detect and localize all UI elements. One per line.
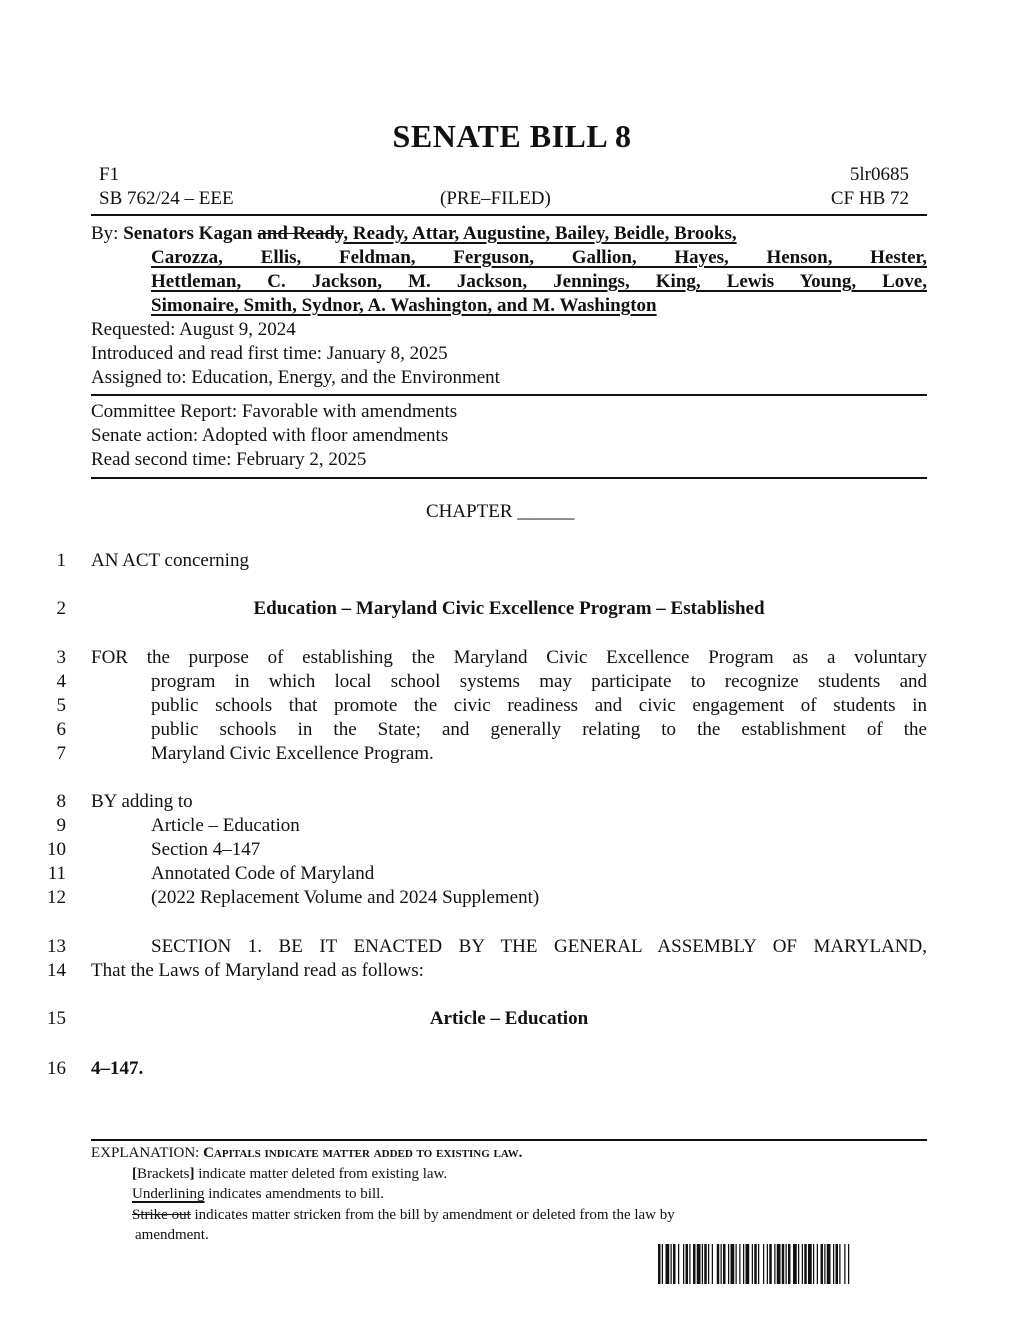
- barcode-bar: [689, 1244, 690, 1284]
- assigned-committee: Assigned to: Education, Energy, and the Environment: [91, 367, 500, 388]
- barcode-bar: [777, 1244, 781, 1284]
- sponsors-line-1: [91, 223, 737, 245]
- enacting-clause-1: SECTION 1. BE IT ENACTED BY THE GENERAL ASSEMBLY OF MARYLAND,: [151, 936, 927, 957]
- barcode-bar: [821, 1244, 824, 1284]
- barcode-bar: [683, 1244, 684, 1284]
- explanation-line-1: [91, 1145, 522, 1162]
- code-right: 5lr0685: [849, 164, 909, 185]
- barcode-bar: [736, 1244, 737, 1284]
- second-reading: Read second time: February 2, 2025: [91, 449, 367, 470]
- line-number: 9: [56, 815, 66, 836]
- bill-title: SENATE BILL 8: [392, 118, 632, 154]
- barcode-bar: [802, 1244, 803, 1284]
- barcode-bar: [704, 1244, 707, 1284]
- line-number: 1: [56, 550, 66, 571]
- requested-date: Requested: August 9, 2024: [91, 319, 296, 340]
- history-rule: [91, 394, 927, 396]
- article-ref: Article – Education: [151, 815, 300, 836]
- barcode-bar: [712, 1244, 713, 1284]
- barcode-bar: [817, 1244, 818, 1284]
- barcode-bar: [708, 1244, 709, 1284]
- by-adding: BY adding to: [91, 791, 193, 812]
- purpose-line-5: Maryland Civic Excellence Program.: [151, 743, 434, 764]
- barcode-bar: [743, 1244, 744, 1284]
- explanation-capitals: Capitals indicate matter added to existing law.: [203, 1145, 523, 1161]
- chapter-label: CHAPTER: [426, 501, 513, 522]
- barcode-bar: [848, 1244, 849, 1284]
- code-left: F1: [99, 164, 120, 185]
- barcode-bar: [752, 1244, 753, 1284]
- sponsors-line-4: Simonaire, Smith, Sydnor, A. Washington, and M. Washington: [151, 295, 657, 316]
- prefiled-label: (PRE–FILED): [440, 188, 551, 209]
- strike-desc: indicates matter stricken from the bill by amendment or deleted from the law by: [190, 1207, 675, 1223]
- line-number: 5: [56, 695, 66, 716]
- sponsors-line-3: Hettleman, C. Jackson, M. Jackson, Jennings, King, Lewis Young, Love,: [151, 271, 927, 292]
- barcode-bar: [804, 1244, 807, 1284]
- barcode-bar: [833, 1244, 834, 1284]
- volume-ref: (2022 Replacement Volume and 2024 Supplement): [151, 887, 540, 908]
- explanation-label: EXPLANATION:: [91, 1145, 200, 1161]
- barcode-bar: [836, 1244, 839, 1284]
- barcode-bar: [697, 1244, 701, 1284]
- purpose-line-4: public schools in the State; and generally relating to the establishment of the: [151, 719, 927, 740]
- line-number: 4: [56, 671, 66, 692]
- crossfile: CF HB 72: [830, 188, 909, 209]
- line-number: 6: [56, 719, 66, 740]
- strike-word: Strike out: [132, 1207, 191, 1223]
- barcode-bar: [827, 1244, 831, 1284]
- explanation-line-2: [132, 1166, 447, 1183]
- barcode-bar: [769, 1244, 772, 1284]
- footer-rule: [91, 1139, 927, 1141]
- by-label: By:: [91, 223, 119, 244]
- barcode-bar: [673, 1244, 676, 1284]
- barcode-bar: [686, 1244, 689, 1284]
- purpose-line-2: program in which local school systems may participate to recognize students and: [151, 671, 927, 692]
- underlining-word: Underlining: [132, 1186, 205, 1202]
- act-concerning: AN ACT concerning: [91, 550, 249, 571]
- section-number: 4–147.: [91, 1058, 144, 1079]
- brackets-word: Brackets: [137, 1166, 190, 1182]
- lead-sponsor: Senators Kagan: [123, 223, 253, 244]
- line-number: 7: [56, 743, 66, 764]
- enacting-clause-2: That the Laws of Maryland read as follows:: [91, 960, 424, 981]
- line-number: 16: [47, 1058, 66, 1079]
- barcode-bar: [746, 1244, 750, 1284]
- explanation-line-4: [132, 1207, 675, 1224]
- brackets-desc: indicate matter deleted from existing law.: [194, 1166, 448, 1182]
- line-number: 11: [47, 863, 66, 884]
- senate-action: Senate action: Adopted with floor amendments: [91, 425, 449, 446]
- barcode-bar: [813, 1244, 814, 1284]
- header-rule: [91, 214, 927, 216]
- barcode-bar: [666, 1244, 670, 1284]
- line-number: 2: [56, 598, 66, 619]
- barcode-bar: [788, 1244, 791, 1284]
- barcode-bar: [782, 1244, 785, 1284]
- bracket-close: ]: [189, 1166, 195, 1182]
- committee-report: Committee Report: Favorable with amendments: [91, 401, 458, 422]
- bill-subject-title: Education – Maryland Civic Excellence Program – Established: [253, 598, 765, 619]
- barcode-bar: [728, 1244, 729, 1284]
- line-number: 15: [47, 1008, 66, 1029]
- section-ref: Section 4–147: [151, 839, 261, 860]
- barcode-bar: [774, 1244, 775, 1284]
- barcode-image: [658, 1244, 906, 1284]
- barcode-bar: [693, 1244, 696, 1284]
- barcode-bar: [808, 1244, 812, 1284]
- barcode-bar: [824, 1244, 825, 1284]
- barcode-bar: [839, 1244, 840, 1284]
- added-sponsors-1: , Ready, Attar, Augustine, Bailey, Beidle, Brooks,: [343, 223, 737, 244]
- purpose-line-1: FOR the purpose of establishing the Maryland Civic Excellence Program as a voluntary: [91, 647, 927, 668]
- prior-bill: SB 762/24 – EEE: [99, 188, 234, 209]
- article-heading: Article – Education: [429, 1008, 589, 1029]
- code-ref: Annotated Code of Maryland: [151, 863, 375, 884]
- explanation-line-3: [132, 1186, 384, 1203]
- barcode-bar: [721, 1244, 722, 1284]
- line-number: 10: [47, 839, 66, 860]
- barcode-bar: [731, 1244, 735, 1284]
- barcode-bar: [798, 1244, 799, 1284]
- barcode-bar: [763, 1244, 764, 1284]
- barcode-bar: [717, 1244, 720, 1284]
- chapter-blank: ______: [517, 501, 575, 522]
- underlining-desc: indicates amendments to bill.: [204, 1186, 385, 1202]
- barcode-bar: [662, 1244, 663, 1284]
- chapter-line: [426, 501, 574, 523]
- explanation-line-5: amendment.: [135, 1227, 209, 1243]
- barcode-bar: [658, 1244, 661, 1284]
- barcode-bar: [723, 1244, 726, 1284]
- barcode-bar: [702, 1244, 703, 1284]
- barcode-bar: [844, 1244, 845, 1284]
- barcode-bar: [739, 1244, 740, 1284]
- line-number: 8: [56, 791, 66, 812]
- sponsors-line-2: Carozza, Ellis, Feldman, Ferguson, Gallion, Hayes, Henson, Hester,: [151, 247, 927, 268]
- barcode-bar: [671, 1244, 672, 1284]
- line-number: 3: [56, 647, 66, 668]
- barcode-bar: [793, 1244, 797, 1284]
- line-number: 12: [47, 887, 66, 908]
- introduced-date: Introduced and read first time: January 8, 2025: [91, 343, 448, 364]
- barcode-bar: [767, 1244, 768, 1284]
- bracket-open: [: [132, 1166, 137, 1182]
- barcode-bar: [758, 1244, 759, 1284]
- line-number: 14: [47, 960, 66, 981]
- line-number: 13: [47, 936, 66, 957]
- barcode-bar: [786, 1244, 787, 1284]
- status-rule: [91, 477, 927, 479]
- barcode-bar: [678, 1244, 679, 1284]
- purpose-line-3: public schools that promote the civic readiness and civic engagement of students in: [151, 695, 927, 716]
- struck-sponsor: and Ready: [257, 223, 344, 244]
- barcode-bar: [754, 1244, 757, 1284]
